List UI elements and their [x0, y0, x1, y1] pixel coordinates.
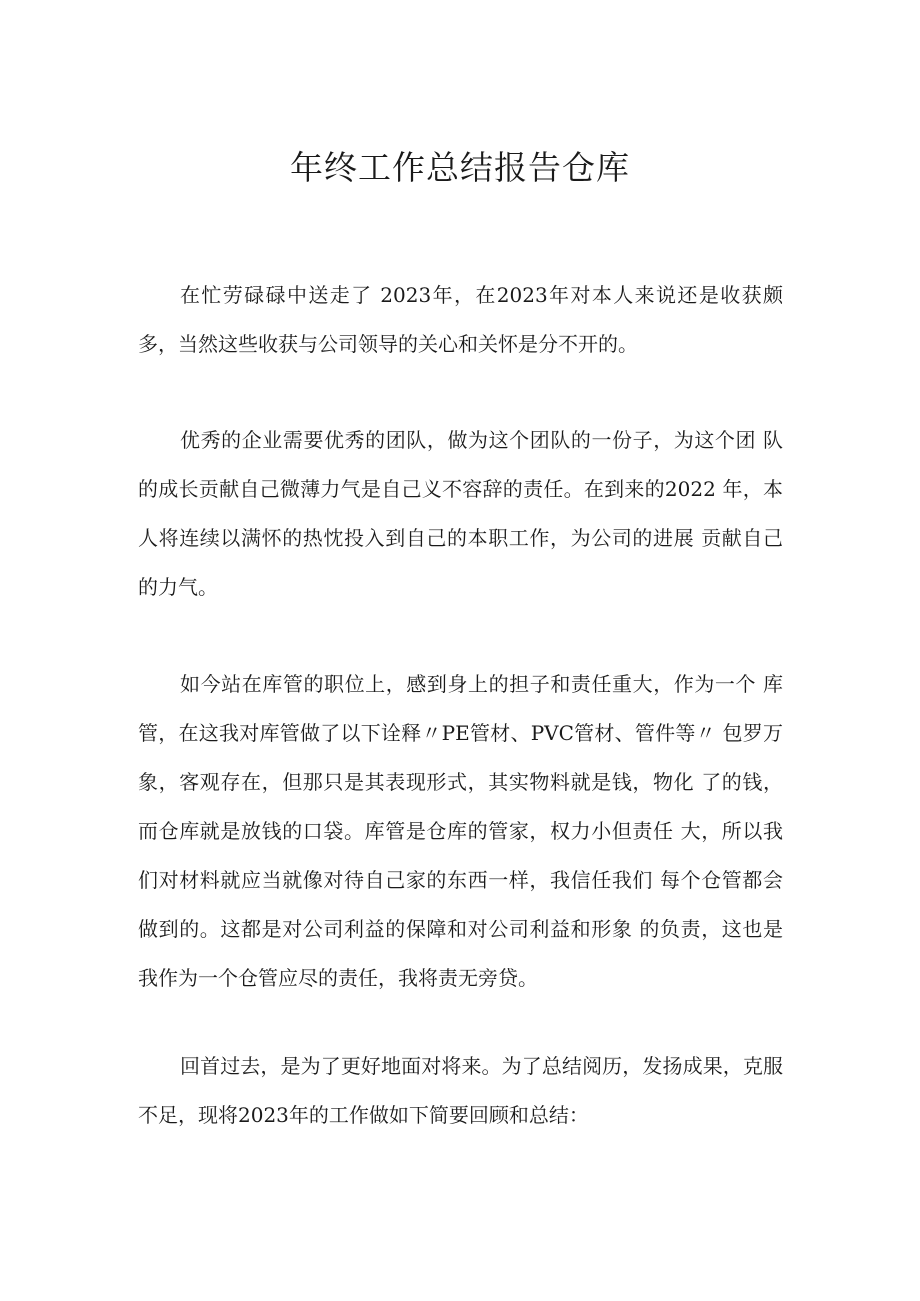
paragraph-review: 回首过去，是为了更好地面对将来。为了总结阅历，发扬成果，克服不足，现将2023年的工作做如下简要回顾和总结：	[138, 1054, 783, 1127]
document-title: 年终工作总结报告仓库	[290, 148, 630, 187]
paragraph-team: 优秀的企业需要优秀的团队，做为这个团队的一份子，为这个团 队的成长贡献自己微薄力气是自己义不容辞的责任。在到来的2022 年，本人将连续以满怀的热忱投入到自己的本职工作，为公司的进展 贡献自己的力气。	[138, 428, 783, 599]
paragraph-intro: 在忙劳碌碌中送走了 2023年，在2023年对本人来说还是收获颇 多，当然这些收获与公司领导的关心和关怀是分不开的。	[138, 283, 783, 356]
paragraph-warehouse-role: 如今站在库管的职位上，感到身上的担子和责任重大，作为一个 库管，在这我对库管做了以下诠释〃PE管材、PVC管材、管件等〃 包罗万象，客观存在，但那只是其表现形式，其实物料就是钱，物化 了的钱，而仓库就是放钱的口袋。库管是仓库的管家，权力小但责任 大，所以我们对材料就应当就像对待自己家的东西一样，我信任我们 每个仓管都会做到的。这都是对公司利益的保障和对公司利益和形象 的负责，这也是我作为一个仓管应尽的责任，我将责无旁贷。	[138, 672, 783, 990]
